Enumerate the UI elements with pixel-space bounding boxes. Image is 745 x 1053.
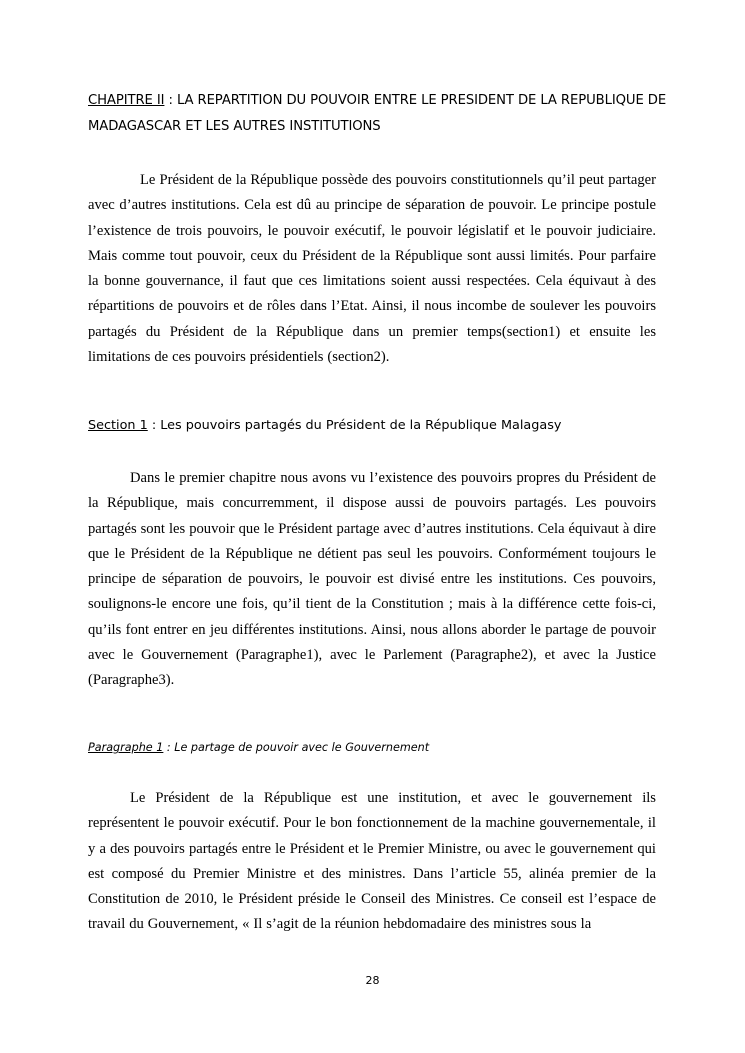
- section-paragraph: Dans le premier chapitre nous avons vu l’existence des pouvoirs propres du Président de la République, mais concurremment, il dispose aussi de pouvoirs partagés. Les pouvoirs partagés sont les pouvoir que le Président partage avec d’autres institutions. Cela équivaut à dire que le Président de la République ne détient pas seul les pouvoirs. Conformément toujours le principe de séparation de pouvoirs, le pouvoir est divisé entre les institutions. Ces pouvoirs, soulignons-le encore une fois, qu’il tient de la Constitution ; mais à la différence cette fois-ci, qu’ils font entrer en jeu différentes institutions. Ainsi, nous allons aborder le partage de pouvoir avec le Gouvernement (Paragraphe1), avec le Parlement (Paragraphe2), et avec la Justice (Paragraphe3).: [88, 470, 656, 689]
- paragraph-title: : Le partage de pouvoir avec le Gouvernement: [163, 741, 430, 754]
- chapter-heading: [88, 88, 668, 139]
- page-number: 28: [365, 974, 380, 987]
- section-heading: [88, 415, 648, 437]
- chapter-label: CHAPITRE II: [88, 93, 165, 108]
- paragraph-body: Le Président de la République est une institution, et avec le gouvernement ils représentent le pouvoir exécutif. Pour le bon fonctionnement de la machine gouvernementale, il y a des pouvoirs partagés entre le Président et le Premier Ministre, ou avec le gouvernement qui est composé du Premier Ministre et des ministres. Dans l’article 55, alinéa premier de la Constitution de 2010, le Président préside le Conseil des Ministres. Ce conseil est l’espace de travail du Gouvernement, « Il s’agit de la réunion hebdomadaire des ministres sous la: [88, 790, 656, 933]
- section-label: Section 1: [88, 418, 148, 433]
- chapter-title: : LA REPARTITION DU POUVOIR ENTRE LE PRESIDENT DE LA REPUBLIQUE DE MADAGASCAR ET LES AUTRES INSTITUTIONS: [88, 93, 667, 134]
- paragraph-heading: [88, 738, 648, 758]
- intro-paragraph: Le Président de la République possède des pouvoirs constitutionnels qu’il peut partager avec d’autres institutions. Cela est dû au principe de séparation de pouvoir. Le principe postule l’existence de trois pouvoirs, le pouvoir exécutif, le pouvoir législatif et le pouvoir judiciaire. Mais comme tout pouvoir, ceux du Président de la République sont aussi limités. Pour parfaire la bonne gouvernance, il faut que ces limitations soient aussi respectées. Cela équivaut à des répartitions de pouvoirs et de rôles dans l’Etat. Ainsi, il nous incombe de soulever les pouvoirs partagés du Président de la République dans un premier temps(section1) et ensuite les limitations de ces pouvoirs présidentiels (section2).: [88, 172, 656, 366]
- section-title: : Les pouvoirs partagés du Président de la République Malagasy: [147, 418, 562, 433]
- paragraph-label: Paragraphe 1: [88, 741, 164, 754]
